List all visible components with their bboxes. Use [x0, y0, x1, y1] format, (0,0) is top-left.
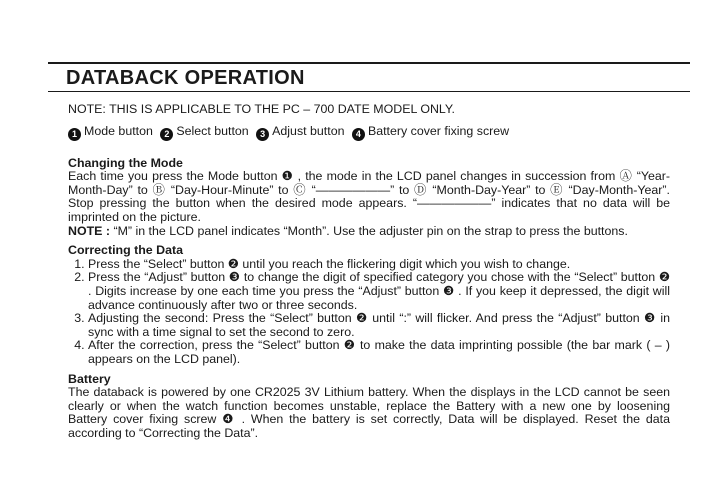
title-rule-top	[48, 62, 690, 64]
note-text: “M” in the LCD panel indicates “Month”. Use the adjuster pin on the strap to press the buttons.	[110, 223, 628, 238]
note-label: NOTE :	[68, 223, 110, 238]
section-body: The databack is powered by one CR2025 3V Lithium battery. When the displays in the LCD cannot be seen clearly or when the watch function becomes unstable, replace the Battery with a new one by loosening Battery cover fixing screw ❹ . When the battery is set correctly, Data will be displayed. Reset the data according to “Correcting the Data”.	[68, 385, 670, 440]
manual-content	[68, 103, 670, 446]
part-battery-cover-screw	[352, 124, 509, 138]
page-title: DATABACK OPERATION	[66, 67, 305, 89]
list-item: 2. Press the “Adjust” button ❸ to change the digit of specified category you chose with the “Select” button ❷ . Digits increase by one each time you press the “Adjust” button ❸ . If you keep it depressed, the digit will advance continuously after two or three seconds.	[88, 271, 670, 312]
section-changing-mode	[68, 157, 670, 239]
part-label: Select button	[176, 123, 249, 138]
number-2-icon: 2	[160, 128, 173, 141]
section-heading: Battery	[68, 371, 111, 386]
number-1-icon: 1	[68, 128, 81, 141]
number-4-icon: 4	[352, 128, 365, 141]
number-3-icon: 3	[256, 128, 269, 141]
list-item: 1. Press the “Select” button ❷ until you reach the flickering digit which you wish to change.	[88, 258, 670, 272]
list-item: 4. After the correction, press the “Select” button ❷ to make the data imprinting possible (the bar mark ( – ) appears on the LCD panel).	[88, 339, 670, 366]
section-heading: Correcting the Data	[68, 243, 183, 258]
part-label: Adjust button	[272, 123, 345, 138]
part-adjust-button	[256, 124, 348, 138]
part-select-button	[160, 124, 252, 138]
mode-note	[68, 225, 670, 239]
steps-list	[68, 258, 670, 367]
section-correcting-data	[68, 244, 670, 366]
model-note: NOTE: THIS IS APPLICABLE TO THE PC – 700 DATE MODEL ONLY.	[68, 102, 455, 116]
section-battery	[68, 373, 670, 441]
section-body: Each time you press the Mode button ❶ , the mode in the LCD panel changes in succession from Ⓐ “Year-Month-Day” to Ⓑ “Day-Hour-Minute” to Ⓒ “——————” to Ⓓ “Month-Day-Year” to Ⓔ “Day-Month-Year”. Stop pressing the button when the desired mode appears. “——————” indicates that no data will be imprinted on the picture.	[68, 169, 670, 224]
part-mode-button	[68, 124, 156, 138]
part-label: Battery cover fixing screw	[367, 123, 510, 138]
list-item: 3. Adjusting the second: Press the “Select” button ❷ until “:” will flicker. And press the “Adjust” button ❸ in sync with a time signal to set the second to zero.	[88, 312, 670, 339]
part-label: Mode button	[84, 123, 153, 138]
section-heading: Changing the Mode	[68, 155, 183, 170]
title-rule-bottom	[48, 91, 690, 92]
parts-legend	[68, 125, 670, 141]
